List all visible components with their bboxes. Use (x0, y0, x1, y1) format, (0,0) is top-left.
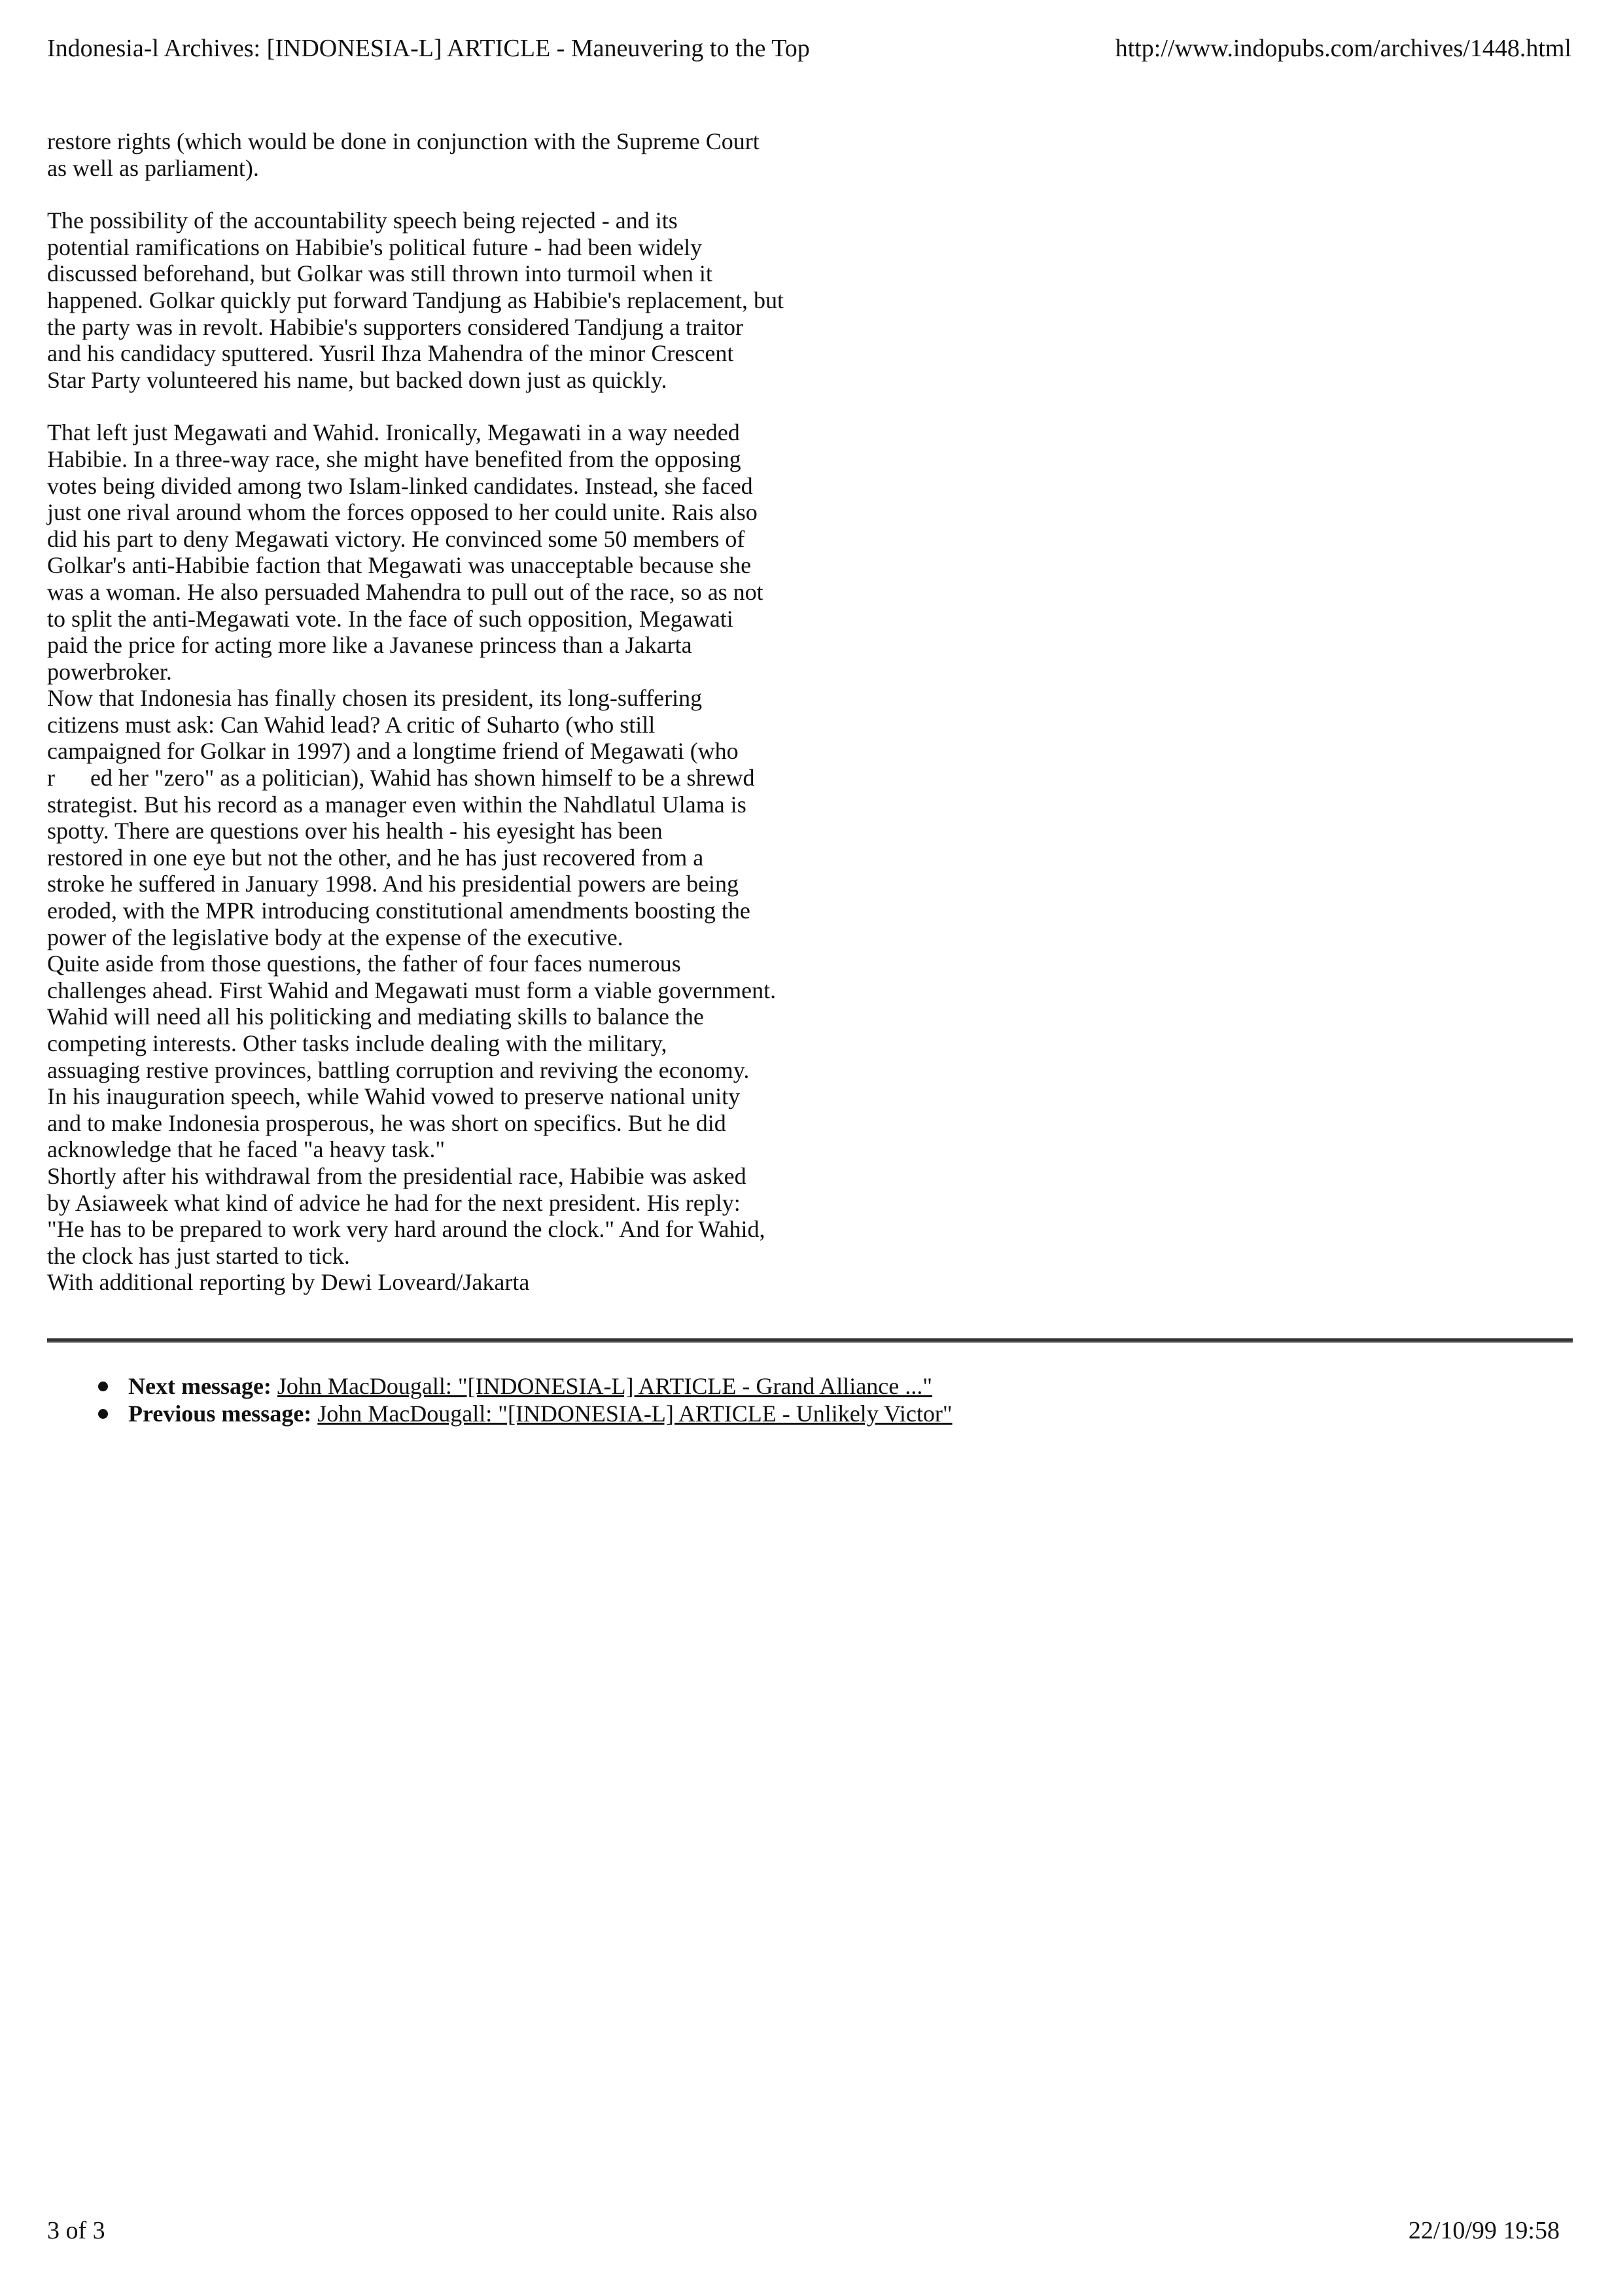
article-line: assuaging restive provinces, battling corruption and reviving the economy. (47, 1056, 750, 1083)
article-line: and his candidacy sputtered. Yusril Ihza Mahendra of the minor Crescent (47, 340, 734, 367)
article-line: potential ramifications on Habibie's political future - had been widely (47, 234, 703, 260)
print-timestamp: 22/10/99 19:58 (1408, 2217, 1560, 2244)
article-line: and to make Indonesia prosperous, he was short on specifics. But he did (47, 1109, 726, 1136)
previous-message-label: Previous message: (128, 1400, 312, 1427)
horizontal-rule (47, 1338, 1573, 1343)
article-line: challenges ahead. First Wahid and Megawati must form a viable government. (47, 977, 777, 1003)
article-line: Shortly after his withdrawal from the presidential race, Habibie was asked (47, 1162, 746, 1189)
article-line: That left just Megawati and Wahid. Ironically, Megawati in a way needed (47, 419, 740, 446)
article-line: Now that Indonesia has finally chosen its president, its long-suffering (47, 685, 703, 712)
article-line: paid the price for acting more like a Javanese princess than a Jakarta (47, 632, 692, 659)
article-line: to split the anti-Megawati vote. In the face of such opposition, Megawati (47, 605, 733, 632)
article-line: In his inauguration speech, while Wahid vowed to preserve national unity (47, 1083, 741, 1110)
article-line: stroke he suffered in January 1998. And his presidential powers are being (47, 871, 739, 897)
article-line: campaigned for Golkar in 1997) and a longtime friend of Megawati (who (47, 738, 739, 765)
next-message-link[interactable]: John MacDougall: "[INDONESIA-L] ARTICLE - Grand Alliance ..." (277, 1373, 932, 1399)
article-line: acknowledge that he faced "a heavy task." (47, 1136, 446, 1163)
article-line: With additional reporting by Dewi Loveard/Jakarta (47, 1269, 530, 1296)
article-line: restore rights (which would be done in conjunction with the Supreme Court (47, 128, 760, 154)
article-line: powerbroker. (47, 658, 172, 685)
previous-message-link[interactable]: John MacDougall: "[INDONESIA-L] ARTICLE - Unlikely Victor" (317, 1400, 953, 1427)
article-line: eroded, with the MPR introducing constitutional amendments boosting the (47, 897, 750, 924)
article-line: Golkar's anti-Habibie faction that Megawati was unacceptable because she (47, 552, 752, 579)
article-line: as well as parliament). (47, 154, 259, 181)
article-line: the clock has just started to tick. (47, 1242, 350, 1269)
article-line: r ed her "zero" as a politician), Wahid has shown himself to be a shrewd (47, 765, 755, 791)
message-navigation (98, 1372, 953, 1427)
bullet-icon (98, 1382, 108, 1391)
page-number: 3 of 3 (47, 2217, 105, 2244)
article-line: happened. Golkar quickly put forward Tandjung as Habibie's replacement, but (47, 287, 784, 313)
article-line: discussed beforehand, but Golkar was still thrown into turmoil when it (47, 260, 712, 287)
previous-message-item (98, 1400, 953, 1427)
article-line: The possibility of the accountability speech being rejected - and its (47, 207, 678, 234)
article-line: "He has to be prepared to work very hard around the clock." And for Wahid, (47, 1216, 765, 1243)
next-message-label: Next message: (128, 1373, 272, 1399)
article-line: spotty. There are questions over his health - his eyesight has been (47, 818, 663, 844)
article-line: restored in one eye but not the other, and he has just recovered from a (47, 844, 704, 871)
article-line: Quite aside from those questions, the father of four faces numerous (47, 950, 681, 977)
article-line: was a woman. He also persuaded Mahendra to pull out of the race, so as not (47, 578, 763, 605)
article-line: by Asiaweek what kind of advice he had for the next president. His reply: (47, 1189, 741, 1216)
article-line: did his part to deny Megawati victory. He convinced some 50 members of (47, 525, 745, 552)
article-line: citizens must ask: Can Wahid lead? A critic of Suharto (who still (47, 711, 656, 738)
article-line: power of the legislative body at the expense of the executive. (47, 924, 623, 950)
article-line: the party was in revolt. Habibie's supporters considered Tandjung a traitor (47, 313, 744, 340)
page-url: http://www.indopubs.com/archives/1448.html (1115, 35, 1571, 62)
article-line: votes being divided among two Islam-linked candidates. Instead, she faced (47, 472, 753, 499)
article-body (47, 128, 924, 1296)
article-line: strategist. But his record as a manager even within the Nahdlatul Ulama is (47, 791, 746, 818)
page-title: Indonesia-l Archives: [INDONESIA-L] ARTICLE - Maneuvering to the Top (47, 35, 810, 62)
article-line: Wahid will need all his politicking and mediating skills to balance the (47, 1003, 704, 1030)
article-line: competing interests. Other tasks include dealing with the military, (47, 1030, 667, 1056)
bullet-icon (98, 1409, 108, 1419)
article-line: Star Party volunteered his name, but backed down just as quickly. (47, 366, 667, 393)
article-line: just one rival around whom the forces opposed to her could unite. Rais also (47, 499, 758, 526)
next-message-item (98, 1372, 953, 1400)
article-line: Habibie. In a three-way race, she might have benefited from the opposing (47, 445, 741, 472)
